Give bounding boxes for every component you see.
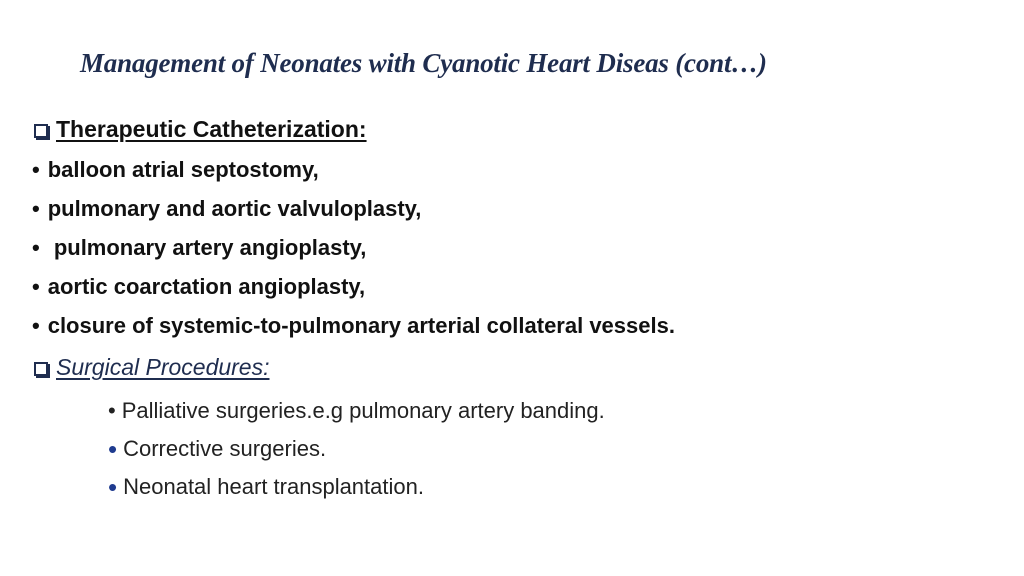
list-item bbox=[32, 313, 675, 339]
list-item bbox=[108, 398, 605, 424]
list-item bbox=[32, 235, 366, 261]
list-item-text: Neonatal heart transplantation. bbox=[123, 474, 424, 499]
list-item-text: balloon atrial septostomy, bbox=[47, 157, 319, 182]
list-item-text: aortic coarctation angioplasty, bbox=[47, 274, 366, 299]
section-heading-label: Surgical Procedures: bbox=[56, 354, 270, 380]
bullet-icon: • bbox=[32, 313, 40, 338]
list-item-text: closure of systemic-to-pulmonary arterial collateral vessels. bbox=[47, 313, 675, 338]
list-item bbox=[108, 474, 424, 500]
bullet-icon: • bbox=[32, 274, 40, 299]
bullet-icon: • bbox=[32, 235, 40, 260]
bullet-icon: • bbox=[32, 196, 40, 221]
checkbox-bullet-icon bbox=[34, 362, 48, 376]
list-item-text: Palliative surgeries.e.g pulmonary artery banding. bbox=[121, 398, 605, 423]
list-item-text: Corrective surgeries. bbox=[123, 436, 327, 461]
section-heading-label: Therapeutic Catheterization: bbox=[56, 116, 367, 142]
section-heading-surgical bbox=[34, 354, 270, 381]
list-item-text: pulmonary artery angioplasty, bbox=[47, 235, 367, 260]
section-heading-catheterization bbox=[34, 116, 367, 143]
bullet-icon: • bbox=[108, 398, 116, 423]
checkbox-bullet-icon bbox=[34, 124, 48, 138]
list-item bbox=[32, 274, 365, 300]
list-item-text: pulmonary and aortic valvuloplasty, bbox=[47, 196, 422, 221]
bullet-icon: • bbox=[32, 157, 40, 182]
list-item bbox=[32, 196, 421, 222]
bullet-icon: • bbox=[108, 472, 118, 502]
list-item bbox=[108, 436, 326, 462]
bullet-icon: • bbox=[108, 434, 118, 464]
slide-title: Management of Neonates with Cyanotic Heart Diseas (cont…) bbox=[80, 48, 767, 78]
list-item bbox=[32, 157, 319, 183]
